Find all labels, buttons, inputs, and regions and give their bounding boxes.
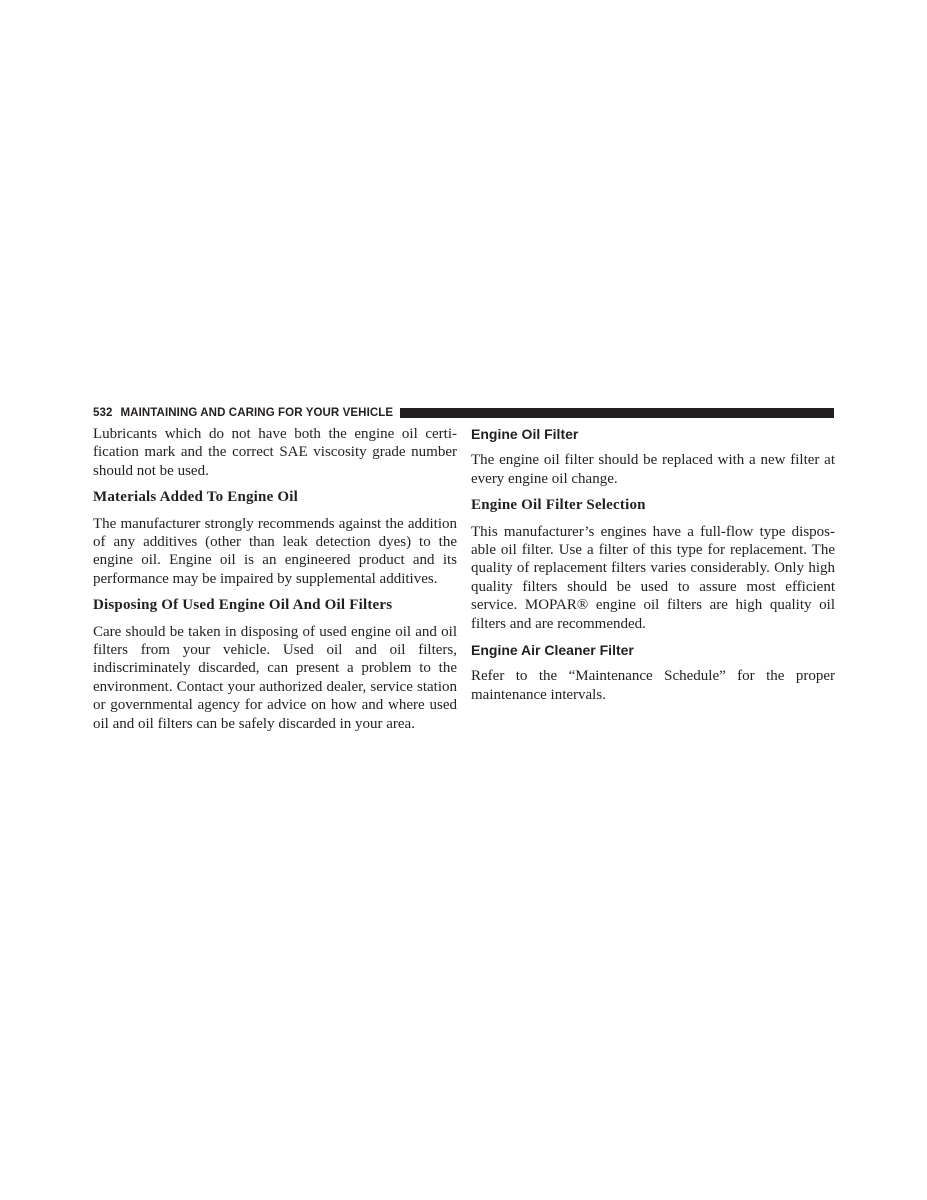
disposing-paragraph: Care should be taken in disposing of used engine oil and oil filters from your vehicle. Used oil and oil filters, indiscriminately discarded, can present a problem to the environment. Contact your authorized dealer, service station or governmental agency for advice on how and where used oil and oil filters can be safely discarded in your area. xyxy=(93,623,457,732)
left-column xyxy=(93,425,457,741)
oil-filter-heading: Engine Oil Filter xyxy=(471,426,579,442)
lubricants-paragraph: Lubricants which do not have both the engine oil certification mark and the correct SAE viscosity grade number should not be used. xyxy=(93,426,457,479)
oil-filter-paragraph: The engine oil filter should be replaced with a new filter at every engine oil change. xyxy=(471,452,835,487)
oil-filter-selection-paragraph: This manufacturer’s engines have a full-flow type disposable oil filter. Use a filter of this type for replacement. The quality of replacement filters varies considerably. Only high quality filters should be used to assure most efficient service. MOPAR® engine oil filters are high quality oil filters and are recommended. xyxy=(471,523,835,632)
header-rule-bar xyxy=(400,408,834,418)
page-header xyxy=(93,405,834,421)
section-title: MAINTAINING AND CARING FOR YOUR VEHICLE xyxy=(120,407,394,419)
air-cleaner-heading: Engine Air Cleaner Filter xyxy=(471,642,634,659)
air-cleaner-paragraph: Refer to the “Maintenance Schedule” for the proper maintenance intervals. xyxy=(471,668,835,703)
page-number: 532 xyxy=(93,407,113,419)
additives-heading: Materials Added To Engine Oil xyxy=(93,489,299,506)
oil-filter-selection-heading: Engine Oil Filter Selection xyxy=(471,497,646,514)
additives-paragraph: The manufacturer strongly recommends against the addition of any additives (other than leak detection dyes) to the engine oil. Engine oil is an engineered product and its performance may be impaired by supplemental additives. xyxy=(93,515,457,587)
disposing-heading: Disposing Of Used Engine Oil And Oil Filters xyxy=(93,597,393,614)
right-column xyxy=(471,425,835,712)
